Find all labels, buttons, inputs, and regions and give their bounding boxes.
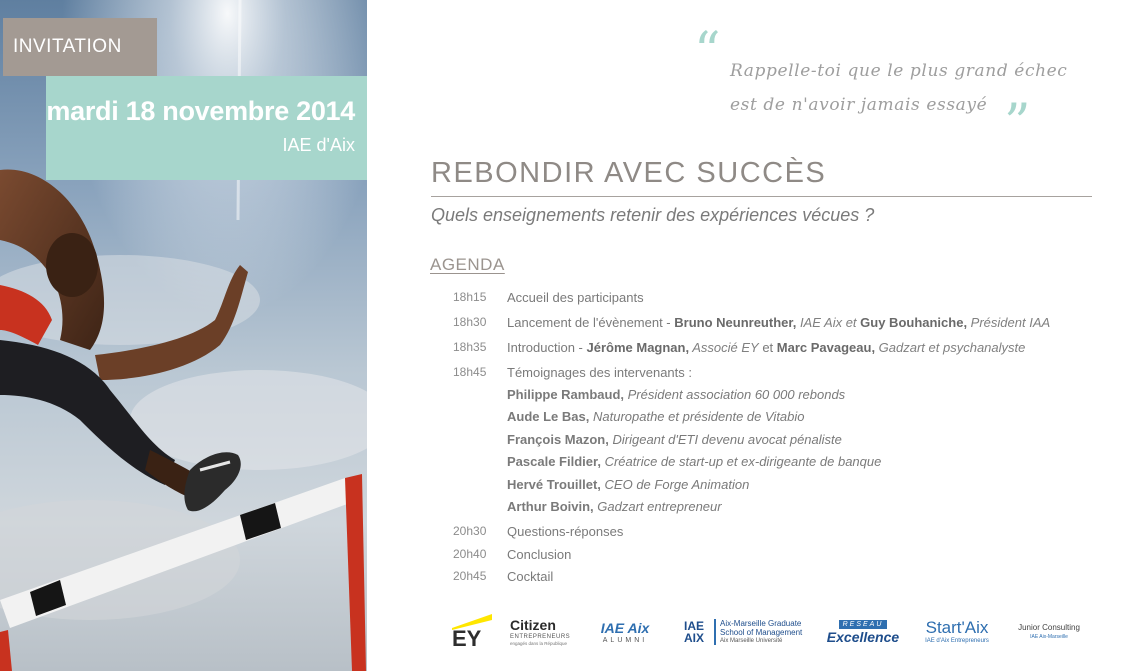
speaker-name: Jérôme Magnan, (586, 340, 690, 355)
citizen-logo-name: Citizen (510, 616, 556, 633)
agenda-text (507, 315, 1050, 330)
reseau-excellence-logo (822, 612, 904, 652)
excellence-logo-line1: RESEAU (839, 620, 888, 629)
speaker-role: Président association 60 000 rebonds (627, 387, 846, 402)
speaker-role: Gadzart entrepreneur (597, 499, 722, 514)
agenda-time: 20h40 (453, 547, 487, 561)
agenda-heading: AGENDA (430, 255, 505, 274)
speaker-role: Président IAA (967, 315, 1051, 330)
startaix-logo-line2: IAE d'Aix Entrepreneurs (925, 638, 989, 644)
speaker-entry (507, 387, 845, 402)
agenda-pre: Lancement de l'évènement - (507, 315, 675, 330)
speaker-name: Philippe Rambaud, (507, 387, 625, 402)
agenda-pre: Introduction - (507, 340, 587, 355)
speaker-role: Naturopathe et présidente de Vitabio (592, 409, 805, 424)
agenda-time: 18h15 (453, 290, 487, 304)
amu-logo-line1: Aix-Marseille Graduate (720, 619, 802, 628)
speaker-entry (507, 477, 749, 492)
iae-alumni-logo-line2: ALUMNI (602, 636, 648, 644)
speaker-role: Dirigeant d'ETI devenu avocat pénaliste (612, 432, 842, 447)
speaker-name: Hervé Trouillet, (507, 477, 601, 492)
speaker-role: Créatrice de start-up et ex-dirigeante de banque (604, 454, 882, 469)
hurdler-photo (0, 0, 367, 671)
amu-graduate-school-logo (684, 612, 814, 652)
agenda-time: 18h30 (453, 315, 487, 329)
ey-logo (452, 614, 492, 652)
page-subtitle: Quels enseignements retenir des expériences vécues ? (431, 205, 875, 225)
open-quote-icon: “ (694, 22, 721, 82)
page-title: REBONDIR AVEC SUCCÈS (431, 157, 827, 189)
junior-logo-line2: IAE Aix-Marseille (1030, 634, 1068, 640)
startaix-logo-name: Start'Aix (925, 618, 989, 637)
speaker-role: Associé EY (689, 340, 759, 355)
agenda-time: 18h35 (453, 340, 487, 354)
event-place: IAE d'Aix (282, 135, 355, 155)
startaix-logo (916, 612, 998, 652)
invitation-label: INVITATION (13, 36, 122, 57)
amu-logo-mark: IAE AIX (684, 619, 705, 645)
speaker-name: Bruno Neunreuther, (674, 315, 797, 330)
speaker-name: Guy Bouhaniche, (860, 315, 968, 330)
amu-logo-line2: School of Management (720, 628, 803, 637)
speaker-name: Arthur Boivin, (507, 499, 594, 514)
speaker-name: Pascale Fildier, (507, 454, 601, 469)
agenda-text: Accueil des participants (507, 290, 644, 305)
agenda-text (507, 340, 1025, 355)
iae-alumni-logo-name: IAE Aix (600, 619, 650, 636)
speaker-entry (507, 432, 842, 447)
agenda-conj: et (758, 340, 777, 355)
speaker-entry (507, 409, 805, 424)
agenda-text: Questions-réponses (507, 524, 624, 539)
speaker-name: Marc Pavageau, (776, 340, 876, 355)
quote-line-1: Rappelle-toi que le plus grand échec (730, 61, 1068, 81)
excellence-logo-line2: Excellence (826, 628, 900, 645)
agenda-text: Conclusion (507, 547, 572, 562)
citizen-logo-line3: engagés dans la République (510, 640, 568, 646)
event-date: mardi 18 novembre 2014 (46, 96, 355, 126)
close-quote-icon: ” (1004, 94, 1031, 154)
amu-logo-text (714, 619, 802, 645)
speaker-entry (507, 499, 722, 514)
junior-logo-line1: Junior Consulting (1018, 623, 1080, 632)
speaker-entry (507, 454, 881, 469)
agenda-time: 20h30 (453, 524, 487, 538)
event-date-box (46, 76, 367, 180)
speaker-role: CEO de Forge Animation (604, 477, 750, 492)
junior-consulting-logo (1012, 612, 1086, 652)
quote (730, 54, 1110, 122)
invitation-badge (3, 18, 157, 76)
quote-line-2: est de n'avoir jamais essayé (730, 95, 988, 115)
agenda-text: Témoignages des intervenants : (507, 365, 692, 380)
ey-logo-text: EY (452, 626, 482, 651)
speaker-name: François Mazon, (507, 432, 609, 447)
title-divider (431, 196, 1092, 197)
speaker-role: IAE Aix et (796, 315, 861, 330)
speaker-name: Aude Le Bas, (507, 409, 590, 424)
citizen-logo-line2: ENTREPRENEURS (510, 633, 571, 640)
speaker-role: Gadzart et psychanalyste (875, 340, 1026, 355)
citizen-entrepreneurs-logo (510, 612, 572, 652)
amu-logo-line3: Aix Marseille Université (720, 638, 783, 644)
agenda-text: Cocktail (507, 569, 554, 584)
iae-alumni-logo (588, 612, 662, 652)
agenda-time: 20h45 (453, 569, 487, 583)
agenda-time: 18h45 (453, 365, 487, 379)
